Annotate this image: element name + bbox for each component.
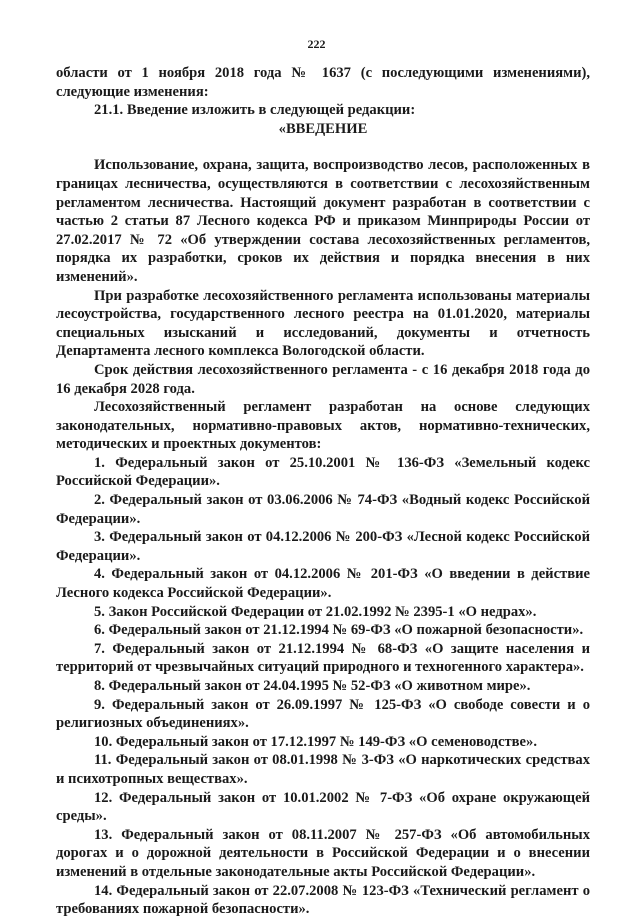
amendment-item: 21.1. Введение изложить в следующей редакции: [94,102,416,119]
law-item: 13. Федеральный закон от 08.11.2007 № 257-ФЗ «Об автомобильных дорогах и о дорожной деятельности в Российской Федерации и о внесении изменений в отдельные законодательные акты Российской Федерации». [56,826,590,880]
law-item: 2. Федеральный закон от 03.06.2006 № 74-ФЗ «Водный кодекс Российской Федерации». [56,492,590,527]
law-item: 5. Закон Российской Федерации от 21.02.1992 № 2395-1 «О недрах». [94,603,537,620]
law-list [56,454,590,919]
spacer [56,138,590,156]
law-item: 10. Федеральный закон от 17.12.1997 № 149-ФЗ «О семеноводстве». [94,733,537,750]
section-heading: «ВВЕДЕНИЕ [278,120,368,137]
paragraph: При разработке лесохозяйственного регламента использованы материалы лесоустройства, государственного лесного реестра на 01.01.2020, материалы специальных изысканий и исследований, документы и отчетность Департамента лесного комплекса Вологодской области. [56,287,590,360]
paragraph: Лесохозяйственный регламент разработан на основе следующих законодательных, нормативно-правовых актов, нормативно-технических, методических и проектных документов: [56,399,590,453]
law-item: 4. Федеральный закон от 04.12.2006 № 201-ФЗ «О введении в действие Лесного кодекса Российской Федерации». [56,566,590,602]
page-number: 222 [307,37,326,51]
paragraph: Использование, охрана, защита, воспроизводство лесов, расположенных в границах лесничества, осуществляются в соответствии с лесохозяйственным регламентом лесничества. Настоящий документ разработан в соответствии с частью 2 статьи 87 Лесного кодекса РФ и приказом Минприроды России от 27.02.2017 № 72 «Об утверждении состава лесохозяйственных регламентов, порядка их разработки, сроков их действия и порядка внесения в них изменений». [56,157,590,285]
document-body [56,64,590,919]
law-item: 3. Федеральный закон от 04.12.2006 № 200-ФЗ «Лесной кодекс Российской Федерации». [56,529,590,564]
law-item: 12. Федеральный закон от 10.01.2002 № 7-ФЗ «Об охране окружающей среды». [56,789,590,825]
paragraph: Срок действия лесохозяйственного регламента - с 16 декабря 2018 года до 16 декабря 2028 года. [56,361,590,397]
intro-line: области от 1 ноября 2018 года № 1637 (с последующими изменениями), следующие изменения: [56,65,590,100]
law-item: 7. Федеральный закон от 21.12.1994 № 68-ФЗ «О защите населения и территорий от чрезвычайных ситуаций природного и техногенного характера». [56,640,590,676]
law-item: 1. Федеральный закон от 25.10.2001 № 136-ФЗ «Земельный кодекс Российской Федерации». [56,454,590,490]
law-item: 8. Федеральный закон от 24.04.1995 № 52-ФЗ «О животном мире». [94,678,531,694]
law-item: 6. Федеральный закон от 21.12.1994 № 69-ФЗ «О пожарной безопасности». [94,622,584,639]
law-item: 11. Федеральный закон от 08.01.1998 № 3-ФЗ «О наркотических средствах и психотропных веществах». [56,752,590,787]
law-item: 9. Федеральный закон от 26.09.1997 № 125-ФЗ «О свободе совести и о религиозных объединениях». [56,696,590,732]
law-item: 14. Федеральный закон от 22.07.2008 № 123-ФЗ «Технический регламент о требованиях пожарной безопасности». [56,882,590,918]
